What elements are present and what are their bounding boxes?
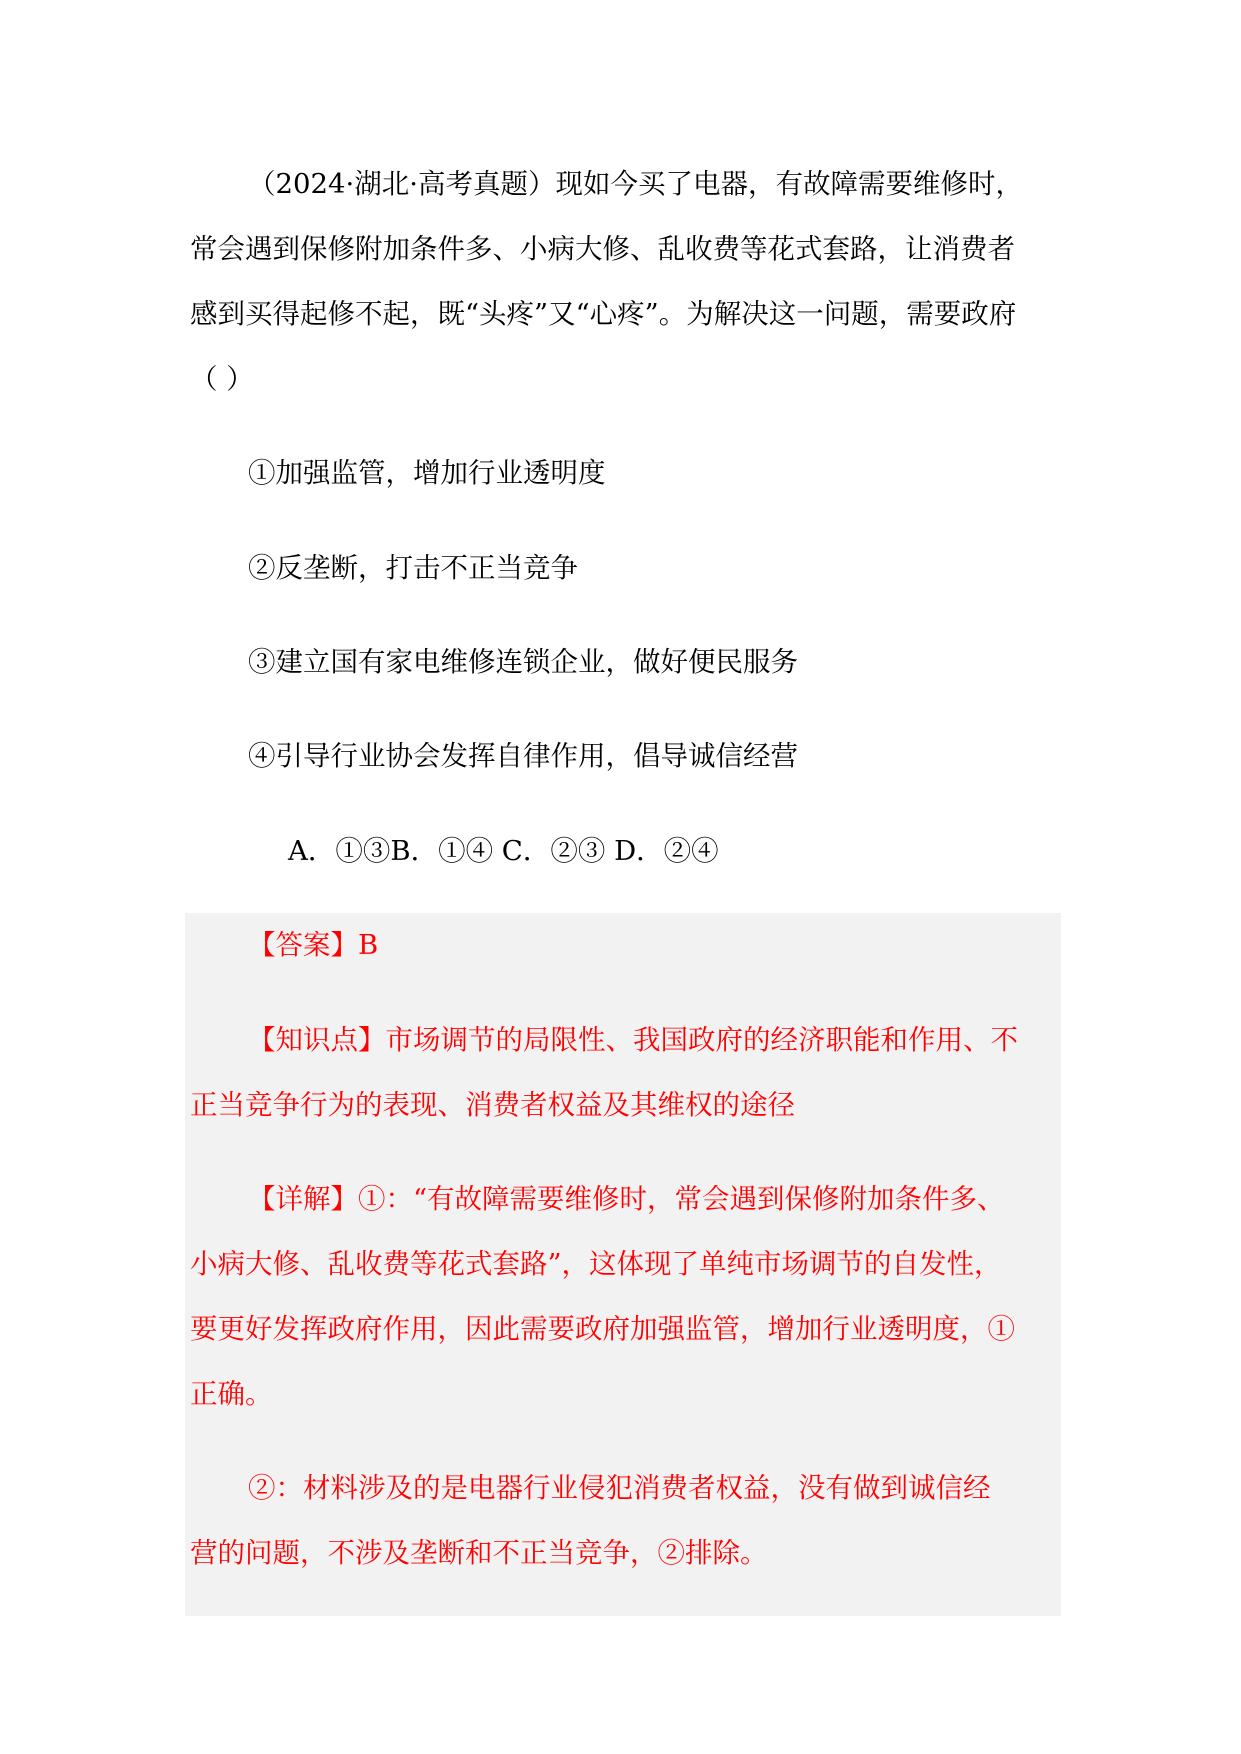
detail-line: 【详解】①：“有故障需要维修时，常会遇到保修附加条件多、 — [248, 1183, 1005, 1215]
detail-line: ②：材料涉及的是电器行业侵犯消费者权益，没有做到诚信经 — [248, 1472, 991, 1504]
question-item: ③建立国有家电维修连锁企业，做好便民服务 — [248, 646, 798, 678]
question-item: ①加强监管，增加行业透明度 — [248, 457, 606, 489]
options-line: A．①③B．①④ C．②③ D．②④ — [288, 835, 719, 867]
detail-line: 小病大修、乱收费等花式套路”，这体现了单纯市场调节的自发性， — [190, 1248, 1002, 1280]
knowledge-line: 【知识点】市场调节的局限性、我国政府的经济职能和作用、不 — [248, 1024, 1018, 1056]
question-stem-line: （2024·湖北·高考真题）现如今买了电器，有故障需要维修时， — [248, 168, 1023, 200]
question-item: ④引导行业协会发挥自律作用，倡导诚信经营 — [248, 740, 798, 772]
question-item: ②反垄断，打击不正当竞争 — [248, 552, 578, 584]
detail-line: 要更好发挥政府作用，因此需要政府加强监管，增加行业透明度，① — [190, 1313, 1015, 1345]
detail-line: 正确。 — [190, 1378, 273, 1410]
question-stem-line: 感到买得起修不起，既“头疼”又“心疼”。为解决这一问题，需要政府 — [190, 298, 1017, 330]
knowledge-line: 正当竞争行为的表现、消费者权益及其维权的途径 — [190, 1089, 795, 1121]
detail-line: 营的问题，不涉及垄断和不正当竞争，②排除。 — [190, 1537, 768, 1569]
answer-line: 【答案】B — [248, 929, 379, 961]
question-stem-line: （ ） — [190, 363, 254, 395]
question-stem-line: 常会遇到保修附加条件多、小病大修、乱收费等花式套路，让消费者 — [190, 233, 1015, 265]
